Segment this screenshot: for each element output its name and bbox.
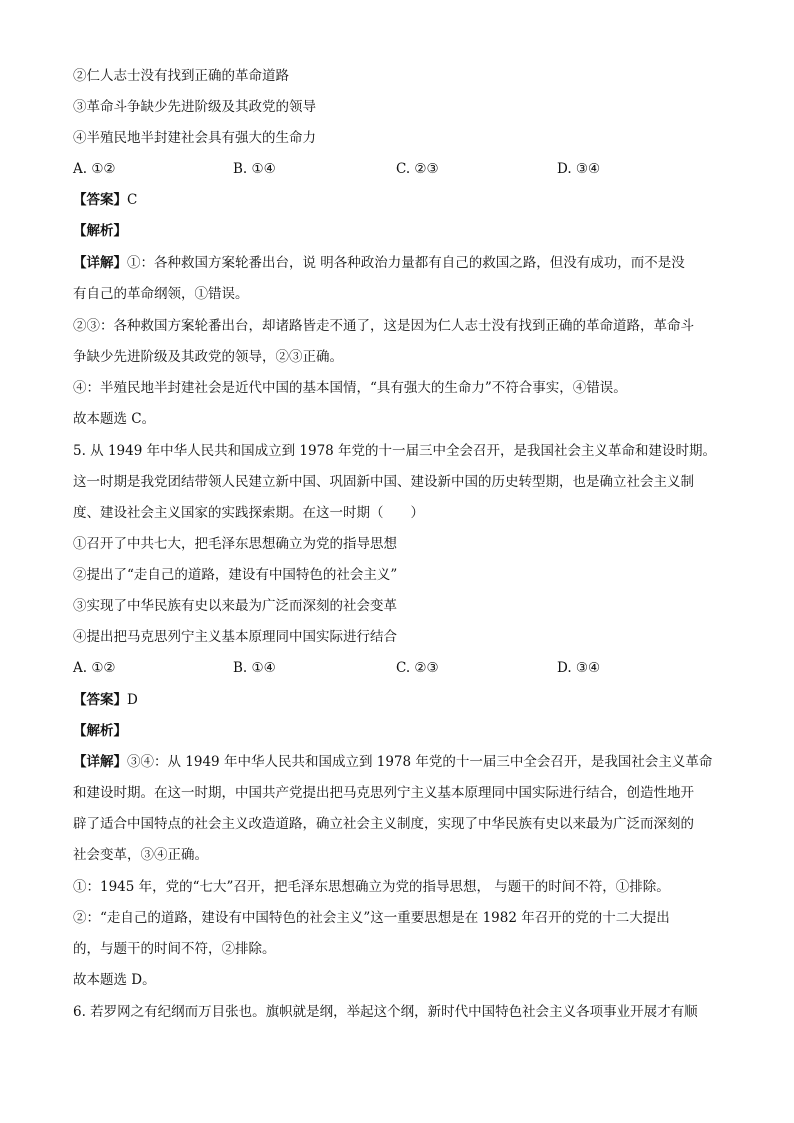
answer-tag: 【答案】 [73,692,127,708]
q5-choices [0,658,794,678]
q4-option-2: ②仁人志士没有找到正确的革命道路 [73,68,289,84]
q4-choice-d: D. ③④ [557,161,601,177]
q5-option-1: ①召开了中共七大，把毛泽东思想确立为党的指导思想 [73,536,397,552]
q4-option-3: ③革命斗争缺少先进阶级及其政党的领导 [73,99,316,115]
q5-detail-line [73,752,712,772]
detail-tag: 【详解】 [73,754,127,770]
q4-choices [0,159,794,179]
q5-detail-line: ①：1945 年，党的“七大”召开，把毛泽东思想确立为党的指导思想， 与题干的时间不符，①排除。 [73,879,670,895]
q4-detail-line: ②③：各种救国方案轮番出台，却诸路皆走不通了，这是因为仁人志士没有找到正确的革命道路，革命斗 [73,318,694,334]
q4-detail-line: ④：半殖民地半封建社会是近代中国的基本国情，“具有强大的生命力”不符合事实，④错误。 [73,380,627,396]
detail-text: ①：各种救国方案轮番出台，说 明各种政治力量都有自己的救国之路，但没有成功，而不是没 [127,255,685,271]
q5-stem-line: 度、建设社会主义国家的实践探索期。在这一时期（ ） [73,505,424,521]
q4-answer [73,190,137,210]
q4-choice-c: C. ②③ [396,161,439,177]
q5-analysis-tag: 【解析】 [73,723,127,739]
detail-text: ③④：从 1949 年中华人民共和国成立到 1978 年党的十一届三中全会召开，是我国社会主义革命 [127,754,713,770]
q5-option-4: ④提出把马克思列宁主义基本原理同中国实际进行结合 [73,629,397,645]
q5-detail-line: 社会变革，③④正确。 [73,847,208,863]
q4-detail-line [73,253,685,273]
q4-option-4: ④半殖民地半封建社会具有强大的生命力 [73,130,316,146]
detail-tag: 【详解】 [73,255,127,271]
answer-value: C [127,192,138,208]
q4-detail-line: 争缺少先进阶级及其政党的领导，②③正确。 [73,349,343,365]
q5-detail-line: 辟了适合中国特点的社会主义改造道路，确立社会主义制度，实现了中华民族有史以来最为广泛而深刻的 [73,816,694,832]
q4-detail-line: 有自己的革命纲领，①错误。 [73,286,249,302]
answer-value: D [127,692,138,708]
q5-detail-line: 和建设时期。在这一时期，中国共产党提出把马克思列宁主义基本原理同中国实际进行结合，创造性地开 [73,785,694,801]
answer-tag: 【答案】 [73,192,127,208]
q5-detail-line: ②：“走自己的道路，建设有中国特色的社会主义”这一重要思想是在 1982 年召开的党的十二大提出 [73,910,670,926]
q4-analysis-tag: 【解析】 [73,223,127,239]
q5-stem-line: 这一时期是我党团结带领人民建立新中国、巩固新中国、建设新中国的历史转型期，也是确立社会主义制 [73,474,694,490]
q4-choice-a: A. ①② [73,161,116,177]
q4-choice-b: B. ①④ [233,161,276,177]
q6-stem-line: 6. 若罗网之有纪纲而万目张也。旗帜就是纲，举起这个纲，新时代中国特色社会主义各项事业开展才有顺 [73,1004,698,1020]
q5-choice-c: C. ②③ [396,660,439,676]
q5-answer [73,690,138,710]
q5-choice-b: B. ①④ [233,660,276,676]
q5-option-2: ②提出了“走自己的道路，建设有中国特色的社会主义” [73,567,398,583]
q5-conclusion: 故本题选 D。 [73,972,156,988]
q5-detail-line: 的，与题干的时间不符，②排除。 [73,941,276,957]
q5-choice-a: A. ①② [73,660,116,676]
q5-choice-d: D. ③④ [557,660,601,676]
q5-option-3: ③实现了中华民族有史以来最为广泛而深刻的社会变革 [73,598,397,614]
q4-conclusion: 故本题选 C。 [73,411,156,427]
q5-stem-line: 5. 从 1949 年中华人民共和国成立到 1978 年党的十一届三中全会召开，是我国社会主义革命和建设时期。 [73,443,717,459]
